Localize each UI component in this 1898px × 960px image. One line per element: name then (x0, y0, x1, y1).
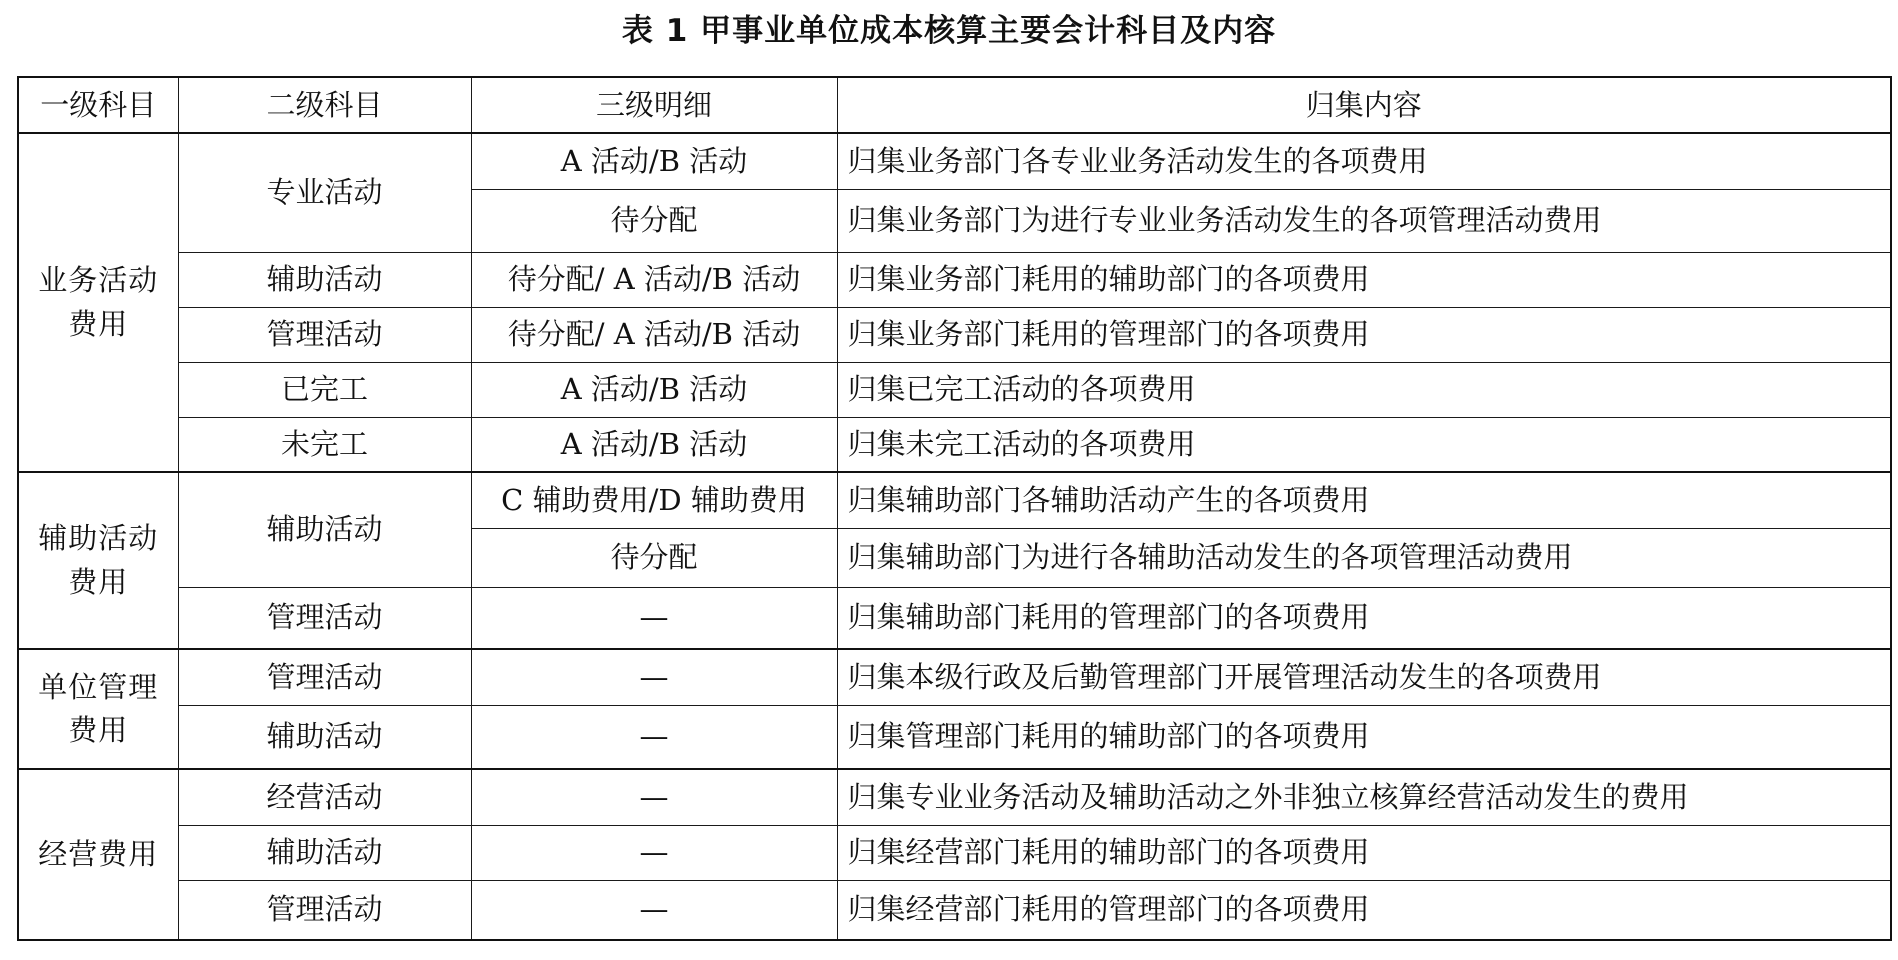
header-level2: 二级科目 (178, 77, 471, 133)
header-row (18, 77, 1891, 133)
content-cell: 归集业务部门耗用的辅助部门的各项费用 (837, 252, 1891, 307)
content-cell: 归集经营部门耗用的管理部门的各项费用 (837, 880, 1891, 940)
table-row (18, 649, 1891, 705)
level3-cell: — (471, 880, 837, 940)
content-cell: 归集已完工活动的各项费用 (837, 362, 1891, 417)
header-content: 归集内容 (837, 77, 1891, 133)
content-cell: 归集本级行政及后勤管理部门开展管理活动发生的各项费用 (837, 649, 1891, 705)
content-cell: 归集业务部门各专业业务活动发生的各项费用 (837, 133, 1891, 189)
level1-cell (18, 649, 178, 769)
content-cell: 归集管理部门耗用的辅助部门的各项费用 (837, 705, 1891, 769)
level2-cell: 已完工 (178, 362, 471, 417)
level3-cell: — (471, 825, 837, 880)
level3-cell: — (471, 769, 837, 825)
level3-cell: A 活动/B 活动 (471, 362, 837, 417)
table-caption: 表 1 甲事业单位成本核算主要会计科目及内容 (621, 13, 1277, 49)
level1-line: 业务活动 (38, 263, 159, 297)
level1-line: 经营费用 (38, 836, 159, 871)
content-cell: 归集辅助部门为进行各辅助活动发生的各项管理活动费用 (837, 528, 1891, 587)
level3-cell: — (471, 705, 837, 769)
level3-cell: 待分配/ A 活动/B 活动 (471, 307, 837, 362)
cost-accounting-table (17, 76, 1892, 941)
level2-cell: 辅助活动 (178, 472, 471, 587)
level1-cell (18, 472, 178, 649)
level2-cell: 管理活动 (178, 880, 471, 940)
level1-line: 费用 (68, 713, 129, 747)
table-row (18, 252, 1891, 307)
level2-cell: 辅助活动 (178, 705, 471, 769)
table-row (18, 417, 1891, 472)
level1-cell (18, 769, 178, 940)
level1-line: 辅助活动 (38, 521, 159, 555)
level3-cell: — (471, 649, 837, 705)
level2-cell: 管理活动 (178, 587, 471, 649)
table-row (18, 705, 1891, 769)
content-cell: 归集业务部门耗用的管理部门的各项费用 (837, 307, 1891, 362)
level2-cell: 辅助活动 (178, 825, 471, 880)
level3-cell: 待分配/ A 活动/B 活动 (471, 252, 837, 307)
level3-cell: — (471, 587, 837, 649)
level3-cell: C 辅助费用/D 辅助费用 (471, 472, 837, 528)
level3-cell: A 活动/B 活动 (471, 417, 837, 472)
table-row (18, 880, 1891, 940)
table-row (18, 472, 1891, 528)
level3-cell: 待分配 (471, 528, 837, 587)
level2-cell: 辅助活动 (178, 252, 471, 307)
header-level3: 三级明细 (471, 77, 837, 133)
level2-cell: 管理活动 (178, 649, 471, 705)
level2-cell: 专业活动 (178, 133, 471, 252)
level2-cell: 经营活动 (178, 769, 471, 825)
table-row (18, 133, 1891, 189)
level3-cell: 待分配 (471, 189, 837, 252)
content-cell: 归集未完工活动的各项费用 (837, 417, 1891, 472)
level1-cell (18, 133, 178, 472)
content-cell: 归集经营部门耗用的辅助部门的各项费用 (837, 825, 1891, 880)
level1-line: 单位管理 (38, 669, 159, 704)
table-row (18, 307, 1891, 362)
table-row (18, 587, 1891, 649)
level3-cell: A 活动/B 活动 (471, 133, 837, 189)
table-row (18, 362, 1891, 417)
level1-line: 费用 (68, 564, 129, 599)
level2-cell: 未完工 (178, 417, 471, 472)
content-cell: 归集业务部门为进行专业业务活动发生的各项管理活动费用 (837, 189, 1891, 252)
table-row (18, 825, 1891, 880)
content-cell: 归集专业业务活动及辅助活动之外非独立核算经营活动发生的费用 (837, 769, 1891, 825)
level1-line: 费用 (68, 306, 129, 341)
content-cell: 归集辅助部门各辅助活动产生的各项费用 (837, 472, 1891, 528)
level2-cell: 管理活动 (178, 307, 471, 362)
content-cell: 归集辅助部门耗用的管理部门的各项费用 (837, 587, 1891, 649)
header-level1: 一级科目 (18, 77, 178, 133)
table-row (18, 769, 1891, 825)
